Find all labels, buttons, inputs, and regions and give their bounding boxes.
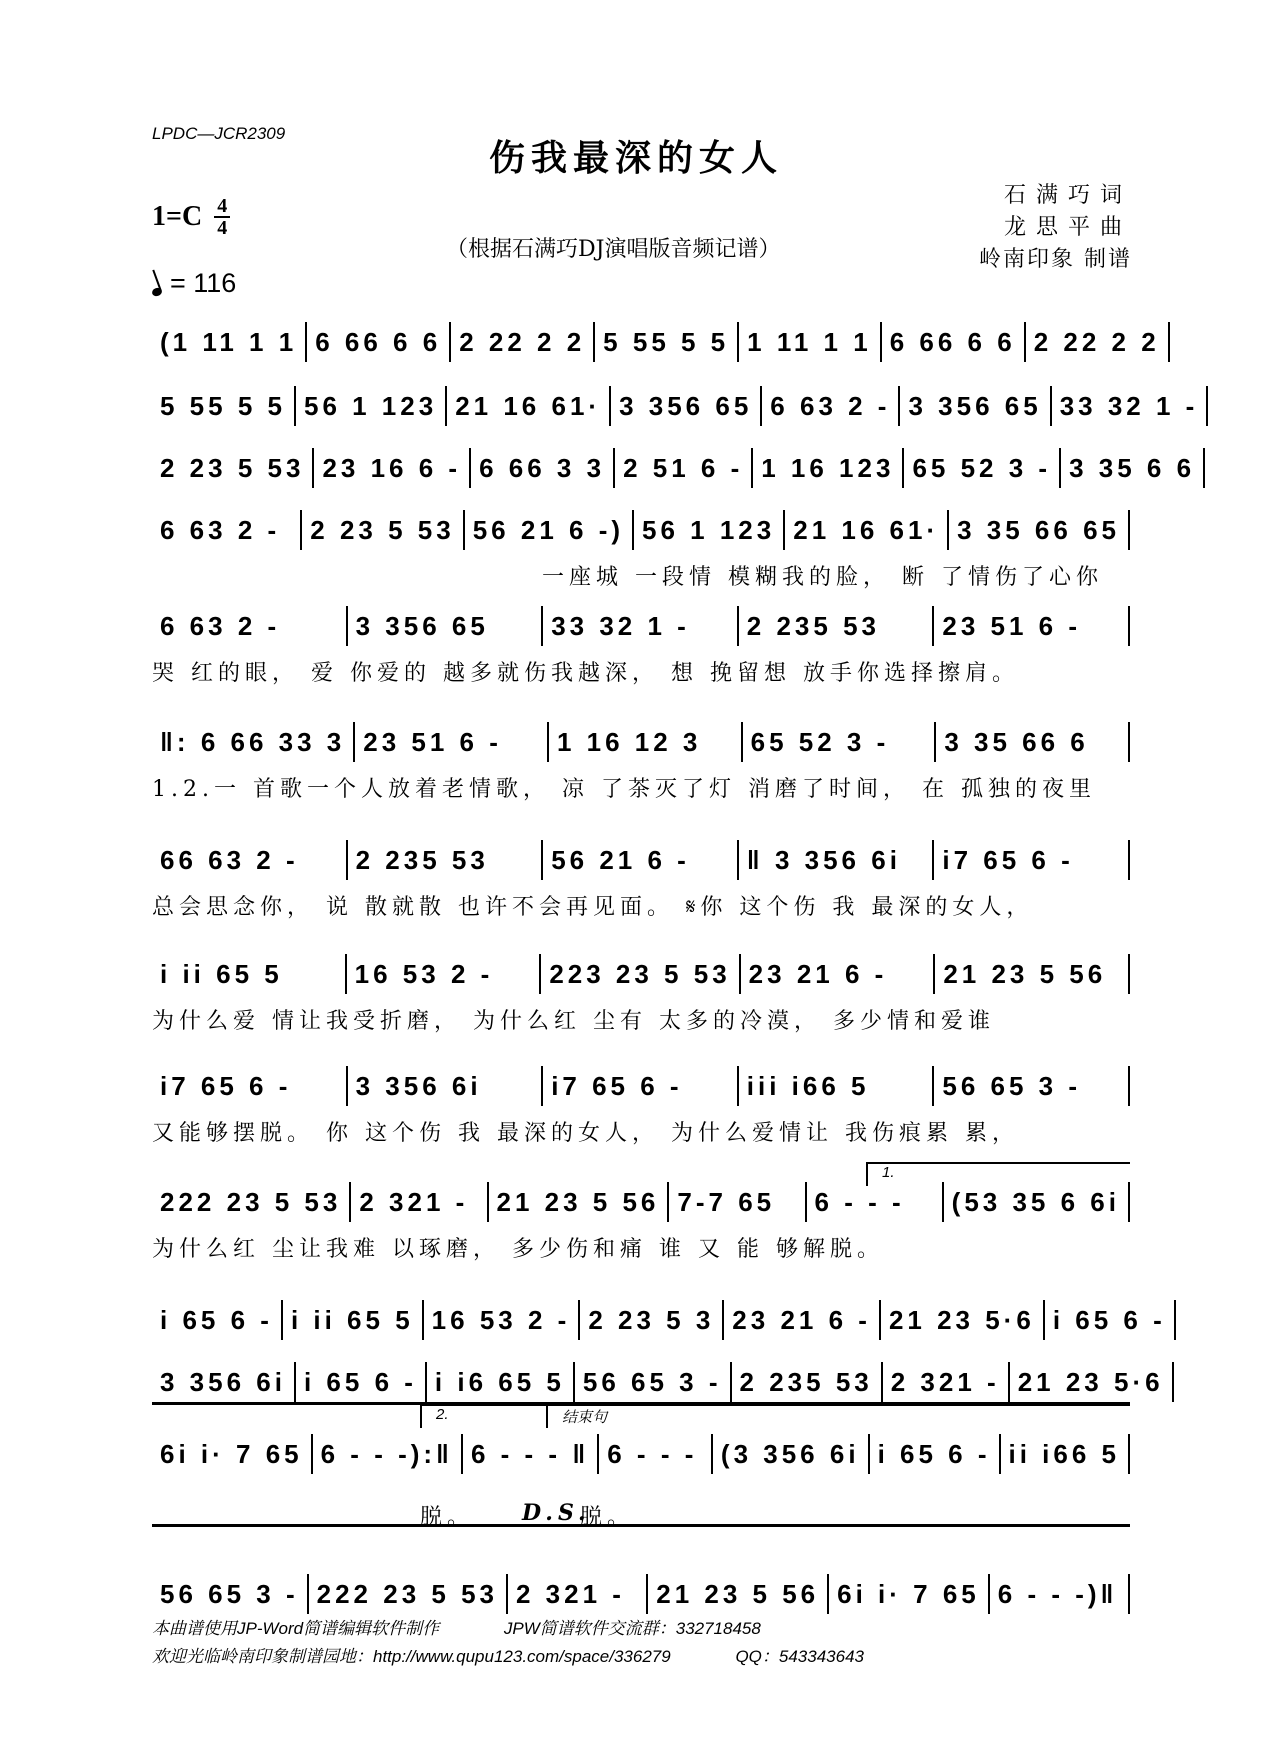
- measure-notes: 6i i· 7 65: [160, 1439, 303, 1469]
- measure-notes: (1 11 1 1: [160, 327, 298, 357]
- measure-notes: 23 16 6 -: [322, 453, 462, 483]
- lyrics-line: 为什么爱 情让我受折磨， 为什么红 尘有 太多的冷漠， 多少情和爱谁: [152, 1009, 995, 1034]
- measure-notes: 2 22 2 2: [459, 327, 586, 357]
- measure: [934, 1066, 1130, 1106]
- staff: [152, 606, 1130, 646]
- measure: [904, 448, 1061, 488]
- measure: [463, 1434, 599, 1474]
- measure: [753, 448, 904, 488]
- measure: [541, 954, 740, 994]
- time-sig-top: 4: [217, 195, 228, 217]
- measure-notes: 6i i· 7 65: [837, 1579, 980, 1609]
- footer-line-2: [152, 1642, 924, 1667]
- measure-notes: 56 1 123: [303, 391, 438, 421]
- measure-notes: 6 - - -):‖: [320, 1439, 453, 1469]
- measure-notes: 2 23 5 53: [310, 515, 455, 545]
- measure: [348, 606, 544, 646]
- measure: [348, 840, 544, 880]
- measure: [743, 722, 937, 762]
- measure-notes: 16 53 2 -: [431, 1305, 571, 1335]
- measure: [807, 1182, 944, 1222]
- measure: [724, 1300, 881, 1340]
- lyrics-line: 1.2.一 首歌一个人放着老情歌， 凉 了茶灭了灯 消磨了时间， 在 孤独的夜里: [152, 777, 1096, 802]
- measure-notes: 5 55 5 5: [603, 327, 730, 357]
- measure-notes: 3 35 66 65: [957, 515, 1120, 545]
- measure: [543, 606, 739, 646]
- score-line: [152, 606, 1130, 687]
- measure: [283, 1300, 424, 1340]
- measure-notes: 3 356 65: [908, 391, 1042, 421]
- measure: [313, 1434, 463, 1474]
- key-signature: [152, 196, 230, 238]
- measure: [829, 1574, 990, 1614]
- time-signature: [214, 196, 230, 238]
- measure-notes: 1 16 12 3: [556, 727, 702, 757]
- score-line: [152, 386, 1199, 426]
- staff: [152, 1362, 1164, 1402]
- measure: [900, 386, 1051, 426]
- measure-notes: 2 51 6 -: [623, 453, 744, 483]
- measure-notes: 56 65 3 -: [942, 1071, 1082, 1101]
- staff: [152, 386, 1199, 426]
- measure-notes: 3 356 6i: [160, 1367, 286, 1397]
- measure-notes: 23 21 6 -: [748, 959, 888, 989]
- measure: [152, 1300, 283, 1340]
- measure: [1061, 448, 1205, 488]
- measure-notes: 21 16 61·: [455, 391, 602, 421]
- measure-notes: i 65 6 -: [160, 1305, 273, 1335]
- measure: [152, 510, 302, 550]
- measure-notes: i7 65 6 -: [160, 1071, 292, 1101]
- measure: [739, 1066, 935, 1106]
- measure-notes: i ii 65 5: [160, 959, 283, 989]
- measure-notes: 3 35 6 6: [1069, 453, 1196, 483]
- measure: [1026, 322, 1170, 362]
- song-title: 伤我最深的女人: [488, 137, 783, 179]
- measure: [296, 386, 447, 426]
- measure-notes: 56 65 3 -: [160, 1579, 299, 1609]
- measure: [1010, 1362, 1174, 1402]
- measure-notes: 1 11 1 1: [747, 327, 872, 357]
- lyrics-line: 总会思念你， 说 散就散 也许不会再见面。 𝄋你 这个伤 我 最深的女人，: [152, 895, 1034, 920]
- measure-notes: 23 51 6 -: [942, 611, 1082, 641]
- measure-notes: 21 16 61·: [793, 515, 940, 545]
- measure: [935, 954, 1130, 994]
- measure-notes: 2 321 -: [516, 1579, 625, 1609]
- score-line: [152, 840, 1130, 921]
- measure: [152, 606, 348, 646]
- measure: [348, 1066, 544, 1106]
- measure-notes: 2 235 53: [355, 845, 489, 875]
- measure-notes: 223 23 5 53: [549, 959, 731, 989]
- score-line: [152, 1066, 1130, 1147]
- footer-software: 本曲谱使用JP-Word简谱编辑软件制作: [152, 1619, 440, 1638]
- measure: [465, 510, 634, 550]
- measure-notes: 6 63 2 -: [160, 611, 281, 641]
- measure: [949, 510, 1130, 550]
- measure: [1001, 1434, 1131, 1474]
- first-ending-bracket: [866, 1162, 1130, 1186]
- first-ending-label: 1.: [882, 1164, 895, 1181]
- score-line: [152, 1434, 1130, 1474]
- staff: [152, 1182, 1130, 1222]
- staff: [152, 448, 1196, 488]
- measure-notes: 33 32 1 -: [551, 611, 690, 641]
- measure: [648, 1574, 829, 1614]
- lyrics-line: 为什么红 尘让我难 以琢磨， 多少伤和痛 谁 又 能 够解脱。: [152, 1237, 884, 1262]
- measure: [489, 1182, 670, 1222]
- measure: [307, 322, 451, 362]
- measure-notes: 6 66 6 6: [889, 327, 1016, 357]
- measure: [152, 840, 348, 880]
- measure-notes: 56 1 123: [642, 515, 776, 545]
- staff: [152, 1066, 1130, 1106]
- coda-rule: [152, 1524, 1130, 1527]
- staff: [152, 322, 1160, 362]
- measure-notes: 1 16 123: [761, 453, 895, 483]
- measure: [152, 1362, 296, 1402]
- score-line: [152, 322, 1160, 362]
- measure-notes: 6 - - - ‖: [470, 1439, 590, 1469]
- measure: [152, 448, 314, 488]
- footer-qq: QQ：543343643: [735, 1647, 864, 1666]
- measure: [785, 510, 949, 550]
- footer-line-1: [152, 1614, 821, 1639]
- measure-notes: 6 - - -: [814, 1187, 905, 1217]
- measure: [990, 1574, 1130, 1614]
- measure: [739, 322, 882, 362]
- measure-notes: 56 21 6 -): [472, 515, 625, 545]
- measure: [615, 448, 753, 488]
- measure: [870, 1434, 1001, 1474]
- staff: [152, 510, 1130, 550]
- measure-notes: 3 35 66 6: [944, 727, 1089, 757]
- measure: [713, 1434, 870, 1474]
- measure-notes: i7 65 6 -: [551, 1071, 683, 1101]
- measure: [543, 1066, 739, 1106]
- tempo-value: = 116: [170, 268, 237, 298]
- measure-notes: 3 356 65: [355, 611, 489, 641]
- measure: [309, 1574, 508, 1614]
- staff: [152, 840, 1130, 880]
- measure: [314, 448, 471, 488]
- measure-notes: 3 356 65: [619, 391, 753, 421]
- footer-website[interactable]: 欢迎光临岭南印象制谱园地：http://www.qupu123.com/space/336279: [152, 1647, 671, 1666]
- measure: [152, 954, 347, 994]
- coda-lyric: 脱。: [580, 1505, 635, 1530]
- measure: [296, 1362, 427, 1402]
- subtitle: （根据石满巧DJ演唱版音频记谱）: [446, 237, 781, 262]
- measure: [447, 386, 611, 426]
- catalog-number: LPDC—JCR2309: [152, 124, 286, 143]
- measure: [739, 840, 935, 880]
- second-ending-bracket: [420, 1404, 552, 1428]
- measure-notes: 3 356 6i: [355, 1071, 482, 1101]
- measure: [883, 1362, 1010, 1402]
- measure-notes: (3 356 6i: [720, 1439, 860, 1469]
- measure: [595, 322, 739, 362]
- quarter-note-icon: [151, 286, 163, 297]
- measure-notes: 16 53 2 -: [354, 959, 494, 989]
- score-line: [152, 1300, 1166, 1340]
- staff: [152, 1300, 1166, 1340]
- composer: 龙思平曲: [1003, 215, 1132, 240]
- score-line: [152, 1182, 1130, 1263]
- measure: [934, 840, 1130, 880]
- measure-notes: 6 66 3 3: [479, 453, 606, 483]
- second-ending-lyric: 脱。: [420, 1505, 475, 1530]
- measure: [152, 1434, 313, 1474]
- score-line: [152, 510, 1130, 591]
- score-line: [152, 448, 1196, 488]
- measure: [739, 606, 935, 646]
- measure-notes: 65 52 3 -: [912, 453, 1052, 483]
- lyrics-line: 又能够摆脱。 你 这个伤 我 最深的女人， 为什么爱情让 我伤痕累 累，: [152, 1121, 1019, 1146]
- measure: [471, 448, 615, 488]
- measure-notes: 2 235 53: [746, 611, 880, 641]
- measure-notes: 2 235 53: [739, 1367, 873, 1397]
- tempo-marking: [152, 268, 236, 299]
- measure-notes: 23 21 6 -: [732, 1305, 871, 1335]
- measure-notes: 6 63 2 -: [160, 515, 281, 545]
- measure-notes: 5 55 5 5: [160, 391, 286, 421]
- measure: [302, 510, 464, 550]
- key-label: 1=C: [152, 201, 203, 232]
- measure: [1045, 1300, 1176, 1340]
- staff: [152, 1574, 1130, 1614]
- measure-notes: (53 35 6 6i: [951, 1187, 1120, 1217]
- measure-notes: 33 32 1 -: [1059, 391, 1199, 421]
- measure-notes: 21 23 5·6: [888, 1305, 1035, 1335]
- measure: [741, 954, 936, 994]
- second-ending-label: 2.: [436, 1406, 449, 1423]
- coda-label: 结束句: [562, 1409, 608, 1426]
- measure-notes: 7-7 65: [677, 1187, 776, 1217]
- measure-notes: 6 66 6 6: [315, 327, 442, 357]
- measure: [580, 1300, 724, 1340]
- measure: [575, 1362, 732, 1402]
- score-line: [152, 722, 1130, 803]
- measure-notes: i7 65 6 -: [942, 845, 1074, 875]
- footer-group: JPW简谱软件交流群：332718458: [503, 1619, 761, 1638]
- measure: [543, 840, 739, 880]
- lyrics-line: 一座城 一段情 模糊我的脸， 断 了情伤了心你: [542, 565, 1103, 590]
- measure-notes: 222 23 5 53: [160, 1187, 342, 1217]
- staff: [152, 1434, 1130, 1474]
- ds-label: D.S.: [522, 1500, 591, 1526]
- measure-notes: 56 21 6 -: [551, 845, 690, 875]
- measure: [1052, 386, 1209, 426]
- measure-notes: 21 23 5 56: [943, 959, 1107, 989]
- measure-notes: 2 22 2 2: [1033, 327, 1160, 357]
- measure-notes: 21 23 5·6: [1017, 1367, 1164, 1397]
- measure-notes: 65 52 3 -: [750, 727, 890, 757]
- measure-notes: 222 23 5 53: [316, 1579, 498, 1609]
- measure-notes: iii i66 5: [746, 1071, 870, 1101]
- measure-notes: 23 51 6 -: [363, 727, 502, 757]
- measure: [944, 1182, 1130, 1222]
- measure-notes: i 65 6 -: [303, 1367, 417, 1397]
- measure: [634, 510, 785, 550]
- measure-notes: 21 23 5 56: [656, 1579, 820, 1609]
- measure-notes: ‖: 6 66 33 3: [160, 727, 346, 757]
- measure: [355, 722, 549, 762]
- measure-notes: 2 321 -: [359, 1187, 469, 1217]
- staff: [152, 722, 1130, 762]
- lyricist: 石满巧词: [1003, 183, 1132, 208]
- measure-notes: 6 63 2 -: [770, 391, 891, 421]
- measure: [347, 954, 542, 994]
- measure: [427, 1362, 575, 1402]
- measure: [152, 1182, 351, 1222]
- measure: [451, 322, 595, 362]
- measure: [549, 722, 743, 762]
- measure: [882, 322, 1026, 362]
- measure: [152, 1574, 309, 1614]
- measure: [599, 1434, 713, 1474]
- measure-notes: 2 23 5 53: [160, 453, 305, 483]
- measure: [936, 722, 1130, 762]
- measure: [424, 1300, 581, 1340]
- measure-notes: ‖ 3 356 6i: [746, 845, 901, 875]
- arranger: 岭南印象 制谱: [979, 247, 1132, 272]
- measure: [152, 386, 296, 426]
- measure-notes: 21 23 5 56: [496, 1187, 660, 1217]
- measure: [881, 1300, 1045, 1340]
- measure: [152, 322, 307, 362]
- measure-notes: 2 23 5 3: [588, 1305, 715, 1335]
- measure-notes: i i6 65 5: [434, 1367, 565, 1397]
- measure-notes: 66 63 2 -: [160, 845, 299, 875]
- time-sig-bottom: 4: [217, 217, 228, 239]
- measure-notes: i 65 6 -: [1052, 1305, 1166, 1335]
- staff: [152, 954, 1130, 994]
- measure-notes: 6 - - -: [607, 1439, 698, 1469]
- measure-notes: i ii 65 5: [290, 1305, 414, 1335]
- measure: [762, 386, 900, 426]
- score-line: [152, 1362, 1164, 1402]
- coda-bracket: [546, 1404, 1130, 1428]
- measure: [152, 722, 355, 762]
- measure: [732, 1362, 883, 1402]
- measure-notes: 6 - - -)‖: [997, 1579, 1118, 1609]
- score-line: [152, 954, 1130, 1035]
- measure: [508, 1574, 648, 1614]
- measure: [351, 1182, 488, 1222]
- score-line: [152, 1574, 1130, 1614]
- measure: [152, 1066, 348, 1106]
- measure: [669, 1182, 806, 1222]
- measure-notes: i 65 6 -: [877, 1439, 991, 1469]
- lyrics-line: 哭 红的眼， 爱 你爱的 越多就伤我越深， 想 挽留想 放手你选择擦肩。: [152, 661, 1019, 686]
- measure: [611, 386, 762, 426]
- measure-notes: 56 65 3 -: [582, 1367, 722, 1397]
- measure-notes: ii i66 5: [1008, 1439, 1120, 1469]
- measure-notes: 2 321 -: [890, 1367, 1000, 1397]
- measure: [934, 606, 1130, 646]
